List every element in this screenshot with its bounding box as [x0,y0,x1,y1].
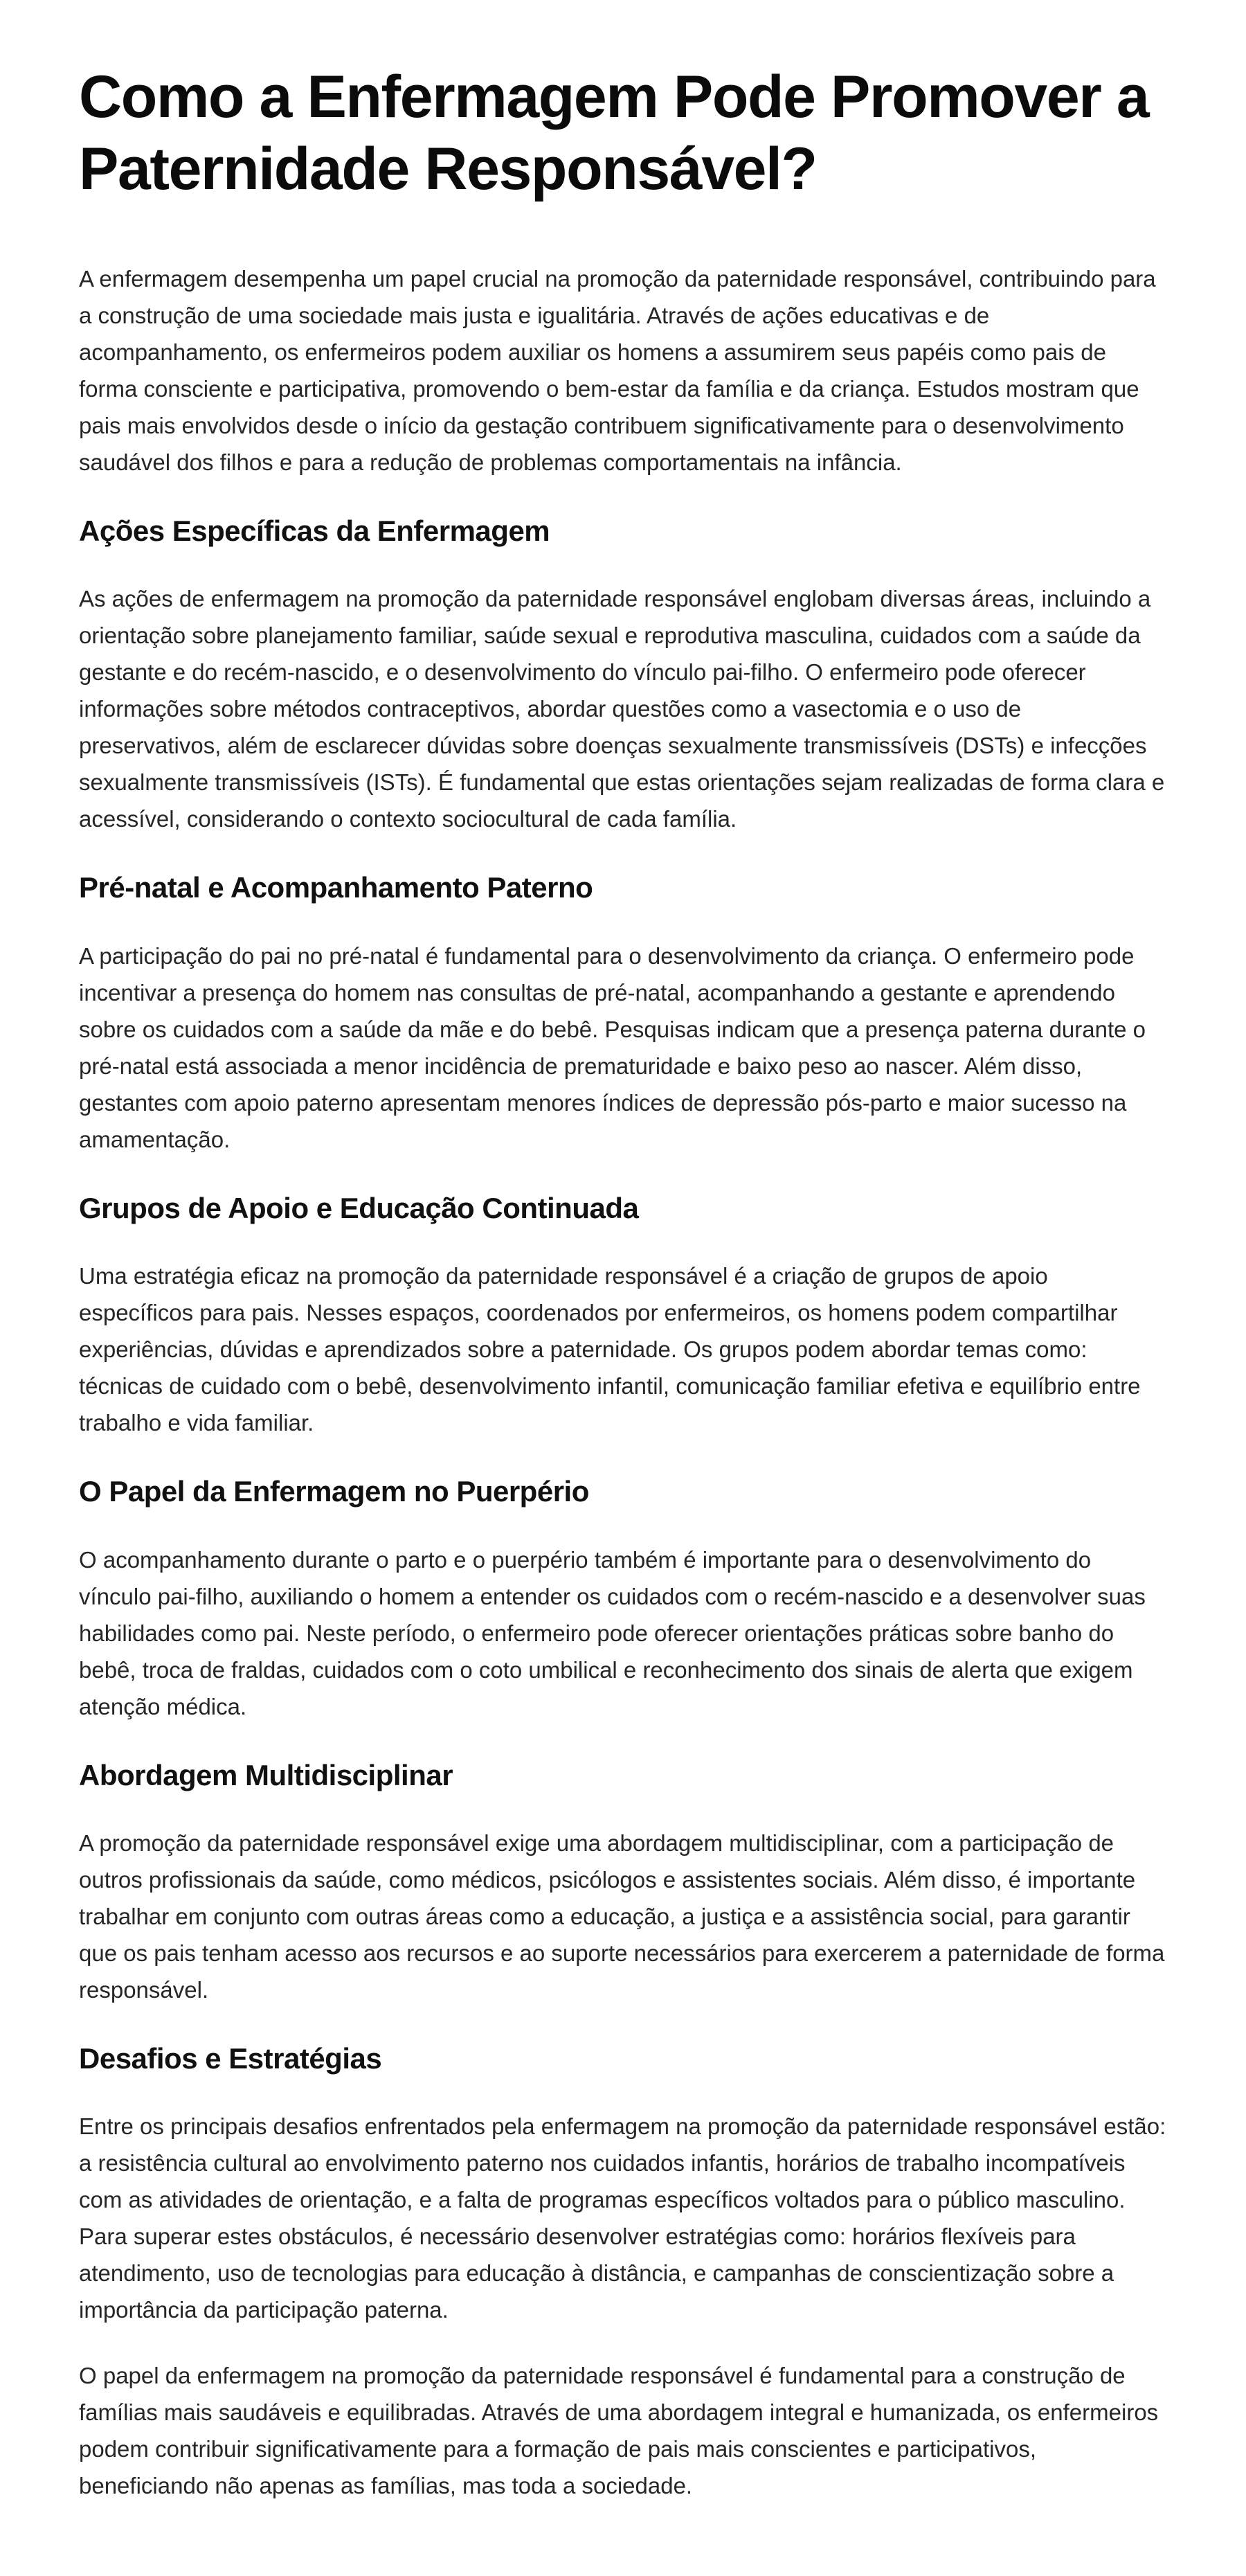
section-paragraph: O acompanhamento durante o parto e o puerpério também é importante para o desenvolvimento do vínculo pai-filho, auxiliando o homem a entender os cuidados com o recém-nascido e a desenvolver suas habilidades como pai. Neste período, o enfermeiro pode oferecer orientações práticas sobre banho do bebê, troca de fraldas, cuidados com o coto umbilical e reconhecimento dos sinais de alerta que exigem atenção médica. [79,1546,1146,1719]
section-pre-natal [79,870,1167,1157]
section-heading: Ações Específicas da Enfermagem [79,515,550,548]
conclusion-paragraph: O papel da enfermagem na promoção da paternidade responsável é fundamental para a construção de famílias mais saudáveis e equilibradas. Através de uma abordagem integral e humanizada, os enfermeiros podem contribuir significativamente para a formação de pais mais conscientes e participativos, beneficiando não apenas as famílias, mas toda a sociedade. [79,2363,1159,2499]
section-heading: O Papel da Enfermagem no Puerpério [79,1475,589,1508]
section-heading: Desafios e Estratégias [79,2042,382,2075]
section-multidisciplinar [79,1758,1167,2008]
section-desafios [79,2041,1167,2328]
section-paragraph: A participação do pai no pré-natal é fundamental para o desenvolvimento da criança. O enfermeiro pode incentivar a presença do homem nas consultas de pré-natal, acompanhando a gestante e aprendendo sobre os cuidados com a saúde da mãe e do bebê. Pesquisas indicam que a presença paterna durante o pré-natal está associada a menor incidência de prematuridade e baixo peso ao nascer. Além disso, gestantes com apoio paterno apresentam menores índices de depressão pós-parto e maior sucesso na amamentação. [79,942,1146,1152]
section-paragraph: A promoção da paternidade responsável exige uma abordagem multidisciplinar, com a participação de outros profissionais da saúde, como médicos, psicólogos e assistentes sociais. Além disso, é importante trabalhar em conjunto com outras áreas como a educação, a justiça e a assistência social, para garantir que os pais tenham acesso aos recursos e ao suporte necessários para exercerem a paternidade de forma responsável. [79,1830,1165,2003]
section-heading: Grupos de Apoio e Educação Continuada [79,1191,639,1224]
section-paragraph: Uma estratégia eficaz na promoção da paternidade responsável é a criação de grupos de apoio específicos para pais. Nesses espaços, coordenados por enfermeiros, os homens podem compartilhar experiências, dúvidas e aprendizados sobre a paternidade. Os grupos podem abordar temas como: técnicas de cuidado com o bebê, desenvolvimento infantil, comunicação familiar efetiva e equilíbrio entre trabalho e vida familiar. [79,1263,1141,1436]
page-title: Como a Enfermagem Pode Promover a Paternidade Responsável? [79,64,1149,203]
section-puerperio [79,1474,1167,1724]
section-acoes-especificas [79,514,1167,837]
section-paragraph: Entre os principais desafios enfrentados pela enfermagem na promoção da paternidade responsável estão: a resistência cultural ao envolvimento paterno nos cuidados infantis, horários de trabalho incompatíveis com as atividades de orientação, e a falta de programas específicos voltados para o público masculino. Para superar estes obstáculos, é necessário desenvolver estratégias como: horários flexíveis para atendimento, uso de tecnologias para educação à distância, e campanhas de conscientização sobre a importância da participação paterna. [79,2113,1166,2323]
section-heading: Pré-natal e Acompanhamento Paterno [79,871,593,904]
section-heading: Abordagem Multidisciplinar [79,1758,453,1791]
section-paragraph: As ações de enfermagem na promoção da paternidade responsável englobam diversas áreas, incluindo a orientação sobre planejamento familiar, saúde sexual e reprodutiva masculina, cuidados com a saúde da gestante e do recém-nascido, e o desenvolvimento do vínculo pai-filho. O enfermeiro pode oferecer informações sobre métodos contraceptivos, abordar questões como a vasectomia e o uso de preservativos, além de esclarecer dúvidas sobre doenças sexualmente transmissíveis (DSTs) e infecções sexualmente transmissíveis (ISTs). É fundamental que estas orientações sejam realizadas de forma clara e acessível, considerando o contexto sociocultural de cada família. [79,586,1165,832]
section-grupos-de-apoio [79,1191,1167,1441]
intro-paragraph: A enfermagem desempenha um papel crucial na promoção da paternidade responsável, contribuindo para a construção de uma sociedade mais justa e igualitária. Através de ações educativas e de acompanhamento, os enfermeiros podem auxiliar os homens a assumirem seus papéis como pais de forma consciente e participativa, promovendo o bem-estar da família e da criança. Estudos mostram que pais mais envolvidos desde o início da gestação contribuem significativamente para o desenvolvimento saudável dos filhos e para a redução de problemas comportamentais na infância. [79,266,1156,476]
